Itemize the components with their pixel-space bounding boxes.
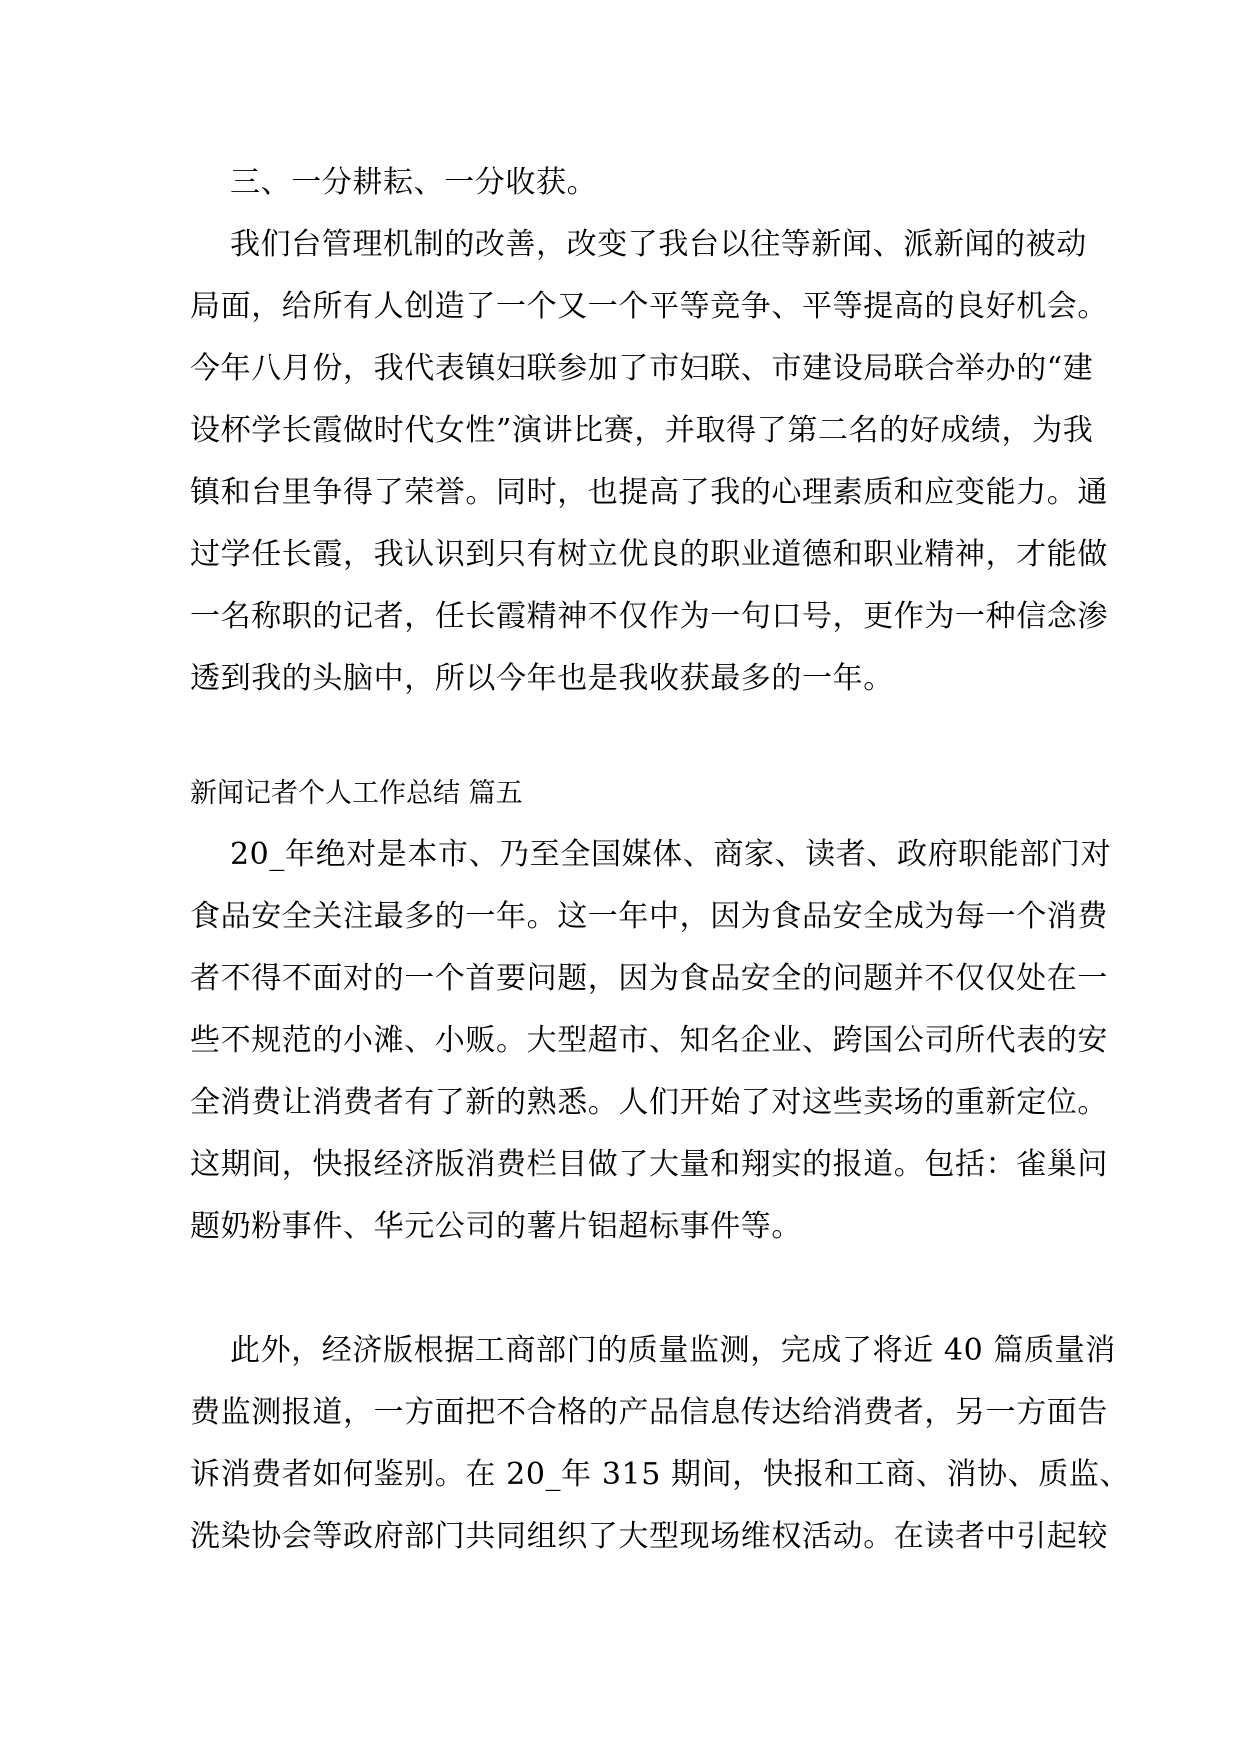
- paragraph-line: 20_年绝对是本市、乃至全国媒体、商家、读者、政府职能部门对: [230, 837, 1112, 872]
- paragraph-line: 洗染协会等政府部门共同组织了大型现场维权活动。在读者中引起较: [190, 1519, 1108, 1554]
- paragraph-line: 食品安全关注最多的一年。这一年中，因为食品安全成为每一个消费: [190, 899, 1108, 934]
- paragraph-line: 费监测报道，一方面把不合格的产品信息传达给消费者，另一方面告: [190, 1395, 1108, 1430]
- paragraph-line: 透到我的头脑中，所以今年也是我收获最多的一年。: [190, 661, 894, 696]
- article-title: 新闻记者个人工作总结 篇五: [190, 778, 523, 809]
- paragraph-line: 者不得不面对的一个首要问题，因为食品安全的问题并不仅仅处在一: [190, 961, 1108, 996]
- paragraph-line: 诉消费者如何鉴别。在 20_年 315 期间，快报和工商、消协、质监、: [190, 1457, 1131, 1492]
- paragraph-line: 设杯学长霞做时代女性”演讲比赛，并取得了第二名的好成绩，为我: [190, 413, 1094, 448]
- paragraph-line: 题奶粉事件、华元公司的薯片铝超标事件等。: [190, 1209, 802, 1244]
- section-heading: 三、一分耕耘、一分收获。: [230, 165, 598, 200]
- paragraph-line: 今年八月份，我代表镇妇联参加了市妇联、市建设局联合举办的“建: [190, 351, 1094, 386]
- paragraph-line: 此外，经济版根据工商部门的质量监测，完成了将近 40 篇质量消: [230, 1333, 1116, 1368]
- paragraph-line: 些不规范的小滩、小贩。大型超市、知名企业、跨国公司所代表的安: [190, 1023, 1108, 1058]
- paragraph-line: 局面，给所有人创造了一个又一个平等竞争、平等提高的良好机会。: [190, 289, 1108, 324]
- paragraph-line: 全消费让消费者有了新的熟悉。人们开始了对这些卖场的重新定位。: [190, 1085, 1108, 1120]
- paragraph-line: 我们台管理机制的改善，改变了我台以往等新闻、派新闻的被动: [230, 227, 1087, 262]
- paragraph-line: 这期间，快报经济版消费栏目做了大量和翔实的报道。包括：雀巢问: [190, 1147, 1108, 1182]
- paragraph-line: 镇和台里争得了荣誉。同时，也提高了我的心理素质和应变能力。通: [190, 475, 1108, 510]
- paragraph-line: 过学任长霞，我认识到只有树立优良的职业道德和职业精神，才能做: [190, 537, 1108, 572]
- paragraph-line: 一名称职的记者，任长霞精神不仅作为一句口号，更作为一种信念渗: [190, 599, 1108, 634]
